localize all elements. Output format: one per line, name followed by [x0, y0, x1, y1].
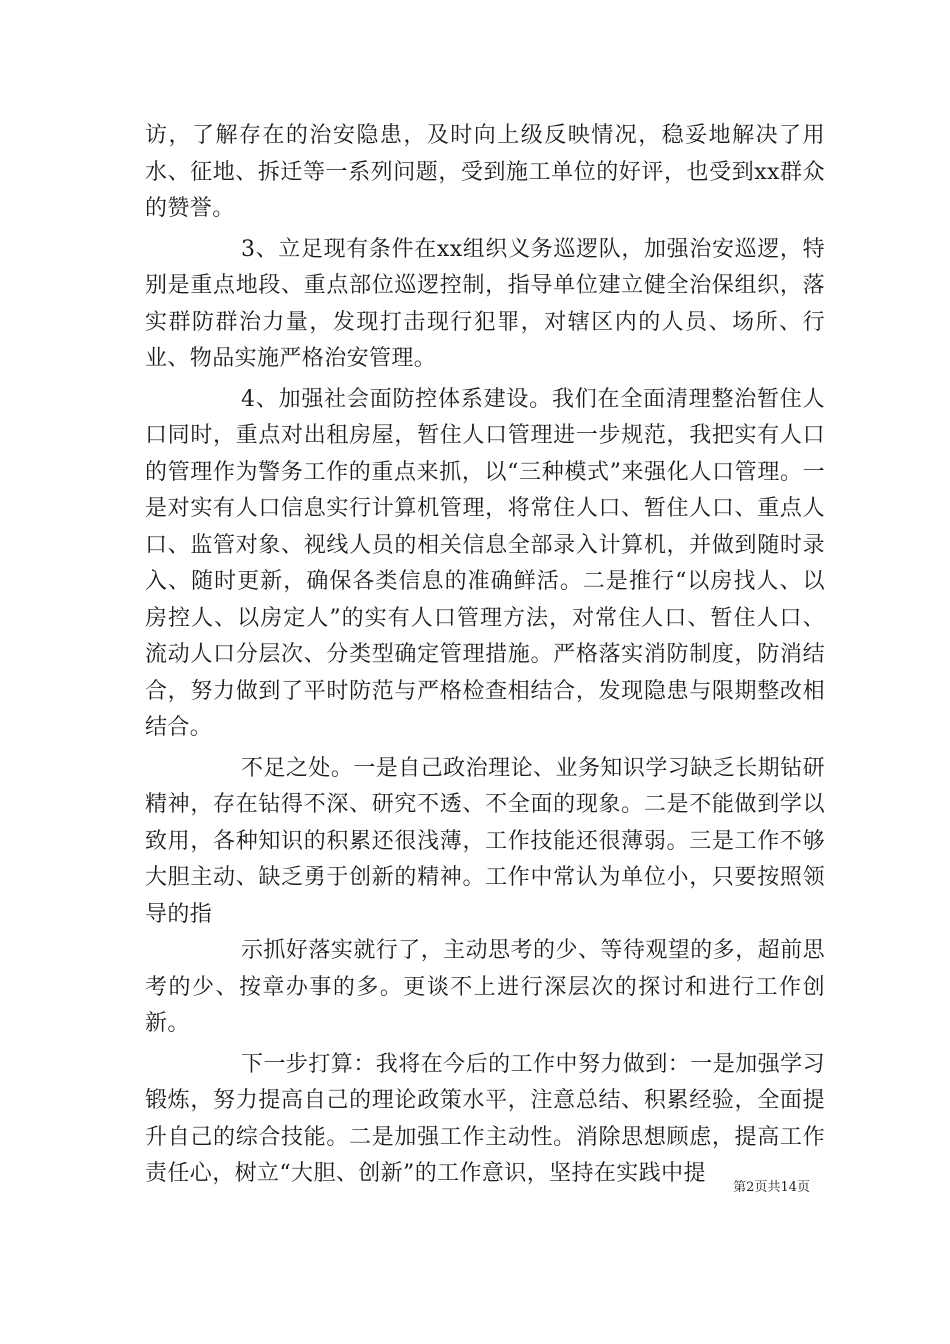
paragraph-item-4: 4、加强社会面防控体系建设。我们在全面清理整治暂住人口同时，重点对出租房屋，暂住人口管理进一步规范，我把实有人口的管理作为警务工作的重点来抓，以“三种模式”来强化人口管理。一是对实有人口信息实行计算机管理，将常住人口、暂住人口、重点人口、监管对象、视线人员的相关信息全部录入计算机，并做到随时录入、随时更新，确保各类信息的准确鲜活。二是推行“以房找人、以房控人、以房定人”的实有人口管理方法，对常住人口、暂住人口、流动人口分层次、分类型确定管理措施。严格落实消防制度，防消结合，努力做到了平时防范与严格检查相结合，发现隐患与限期整改相结合。 — [145, 386, 825, 740]
document-body — [145, 118, 825, 1193]
paragraph-shortcomings: 不足之处。一是自己政治理论、业务知识学习缺乏长期钻研精神，存在钻得不深、研究不透、不全面的现象。二是不能做到学以致用，各种知识的积累还很浅薄，工作技能还很薄弱。三是工作不够大胆主动、缺乏勇于创新的精神。工作中常认为单位小，只要按照领导的指 — [145, 755, 825, 927]
paragraph-shortcomings-continued: 示抓好落实就行了，主动思考的少、等待观望的多，超前思考的少、按章办事的多。更谈不上进行深层次的探讨和进行工作创新。 — [145, 938, 825, 1036]
paragraph-continuation: 访，了解存在的治安隐患，及时向上级反映情况，稳妥地解决了用水、征地、拆迁等一系列问题，受到施工单位的好评，也受到xx群众的赞誉。 — [145, 123, 825, 221]
paragraph-item-3: 3、立足现有条件在xx组织义务巡逻队，加强治安巡逻，特别是重点地段、重点部位巡逻控制，指导单位建立健全治保组织，落实群防群治力量，发现打击现行犯罪，对辖区内的人员、场所、行业、物品实施严格治安管理。 — [145, 236, 825, 371]
page-number-footer: 第2页共14页 — [733, 1180, 810, 1195]
paragraph-next-plan: 下一步打算：我将在今后的工作中努力做到：一是加强学习锻炼，努力提高自己的理论政策水平，注意总结、积累经验，全面提升自己的综合技能。二是加强工作主动性。消除思想顾虑，提高工作责任心，树立“大胆、创新”的工作意识，坚持在实践中提 — [145, 1051, 825, 1186]
